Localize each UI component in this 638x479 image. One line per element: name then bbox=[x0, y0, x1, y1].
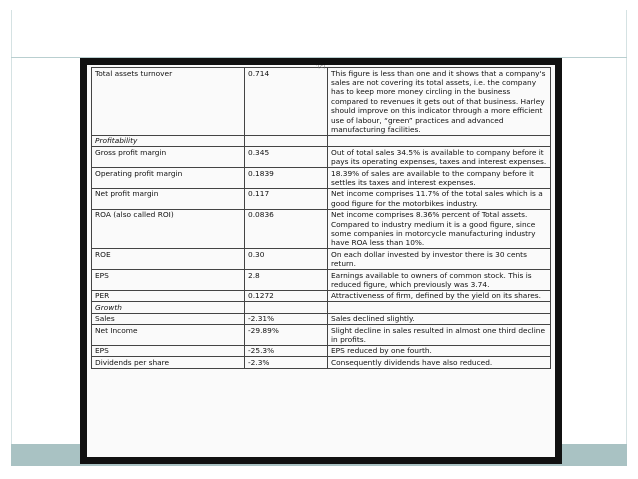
ratio-comment: Slight decline in sales resulted in almost one third decline in profits. bbox=[328, 325, 551, 346]
ratio-name: Net Income bbox=[92, 325, 245, 346]
ratio-value: 0.345 bbox=[245, 147, 328, 168]
ratio-name: EPS bbox=[92, 345, 245, 356]
ratio-comment: Sales declined slightly. bbox=[328, 313, 551, 324]
ratio-value: 0.0836 bbox=[245, 209, 328, 249]
ratio-value: -2.31% bbox=[245, 313, 328, 324]
table-row bbox=[92, 147, 551, 168]
ratio-value: -29.89% bbox=[245, 325, 328, 346]
ratio-value: 2.8 bbox=[245, 270, 328, 291]
ratio-comment: Attractiveness of firm, defined by the yield on its shares. bbox=[328, 290, 551, 301]
ratio-name: EPS bbox=[92, 270, 245, 291]
section-comment-cell bbox=[328, 302, 551, 313]
section-header-row bbox=[92, 302, 551, 313]
ratio-name: ROE bbox=[92, 249, 245, 270]
ratio-value: 0.714 bbox=[245, 68, 328, 136]
ratio-name: Gross profit margin bbox=[92, 147, 245, 168]
table-row bbox=[92, 209, 551, 249]
ratio-name: Total assets turnover bbox=[92, 68, 245, 136]
ratio-comment: On each dollar invested by investor there is 30 cents return. bbox=[328, 249, 551, 270]
section-header-row bbox=[92, 135, 551, 146]
table-row bbox=[92, 345, 551, 356]
page-header: '(c) bbox=[315, 65, 327, 70]
ratio-comment: 18.39% of sales are available to the company before it settles its taxes and interest expenses. bbox=[328, 168, 551, 189]
ratio-comment: Earnings available to owners of common stock. This is reduced figure, which previously was 3.74. bbox=[328, 270, 551, 291]
ratio-value: 0.117 bbox=[245, 188, 328, 209]
section-title: Profitability bbox=[92, 135, 245, 146]
slide-left-rule bbox=[11, 10, 12, 462]
ratio-value: -25.3% bbox=[245, 345, 328, 356]
slide-right-rule bbox=[626, 10, 627, 462]
ratio-name: Operating profit margin bbox=[92, 168, 245, 189]
ratio-value: 0.1272 bbox=[245, 290, 328, 301]
ratio-comment: EPS reduced by one fourth. bbox=[328, 345, 551, 356]
table-row bbox=[92, 68, 551, 136]
ratio-comment: Net income comprises 11.7% of the total sales which is a good figure for the motorbikes industry. bbox=[328, 188, 551, 209]
table-row bbox=[92, 290, 551, 301]
ratio-comment: Consequently dividends have also reduced. bbox=[328, 357, 551, 368]
ratio-value: -2.3% bbox=[245, 357, 328, 368]
section-comment-cell bbox=[328, 135, 551, 146]
ratio-name: Dividends per share bbox=[92, 357, 245, 368]
table-row bbox=[92, 270, 551, 291]
ratio-name: PER bbox=[92, 290, 245, 301]
table-row bbox=[92, 325, 551, 346]
ratio-name: ROA (also called ROI) bbox=[92, 209, 245, 249]
ratio-value: 0.30 bbox=[245, 249, 328, 270]
ratio-name: Net profit margin bbox=[92, 188, 245, 209]
table-row bbox=[92, 249, 551, 270]
ratio-comment: This figure is less than one and it shows that a company's sales are not covering its total assets, i.e. the company has to keep more money circling in the business compared to revenues it gets out of that business. Harley should improve on this indicator through a more efficient use of labour, “green” practices and advanced manufacturing facilities. bbox=[328, 68, 551, 136]
ratio-value: 0.1839 bbox=[245, 168, 328, 189]
table-row bbox=[92, 313, 551, 324]
ratio-comment: Out of total sales 34.5% is available to company before it pays its operating expenses, taxes and interest expenses. bbox=[328, 147, 551, 168]
table-row bbox=[92, 168, 551, 189]
ratio-comment: Net income comprises 8.36% percent of Total assets. Compared to industry medium it is a good figure, since some companies in motorcycle manufacturing industry have ROA less than 10%. bbox=[328, 209, 551, 249]
document-page bbox=[87, 65, 555, 457]
ratio-table-body bbox=[92, 68, 551, 369]
section-value-cell bbox=[245, 302, 328, 313]
table-row bbox=[92, 188, 551, 209]
table-row bbox=[92, 357, 551, 368]
document-frame bbox=[80, 58, 562, 464]
section-value-cell bbox=[245, 135, 328, 146]
section-title: Growth bbox=[92, 302, 245, 313]
ratio-name: Sales bbox=[92, 313, 245, 324]
ratio-table bbox=[91, 67, 551, 369]
